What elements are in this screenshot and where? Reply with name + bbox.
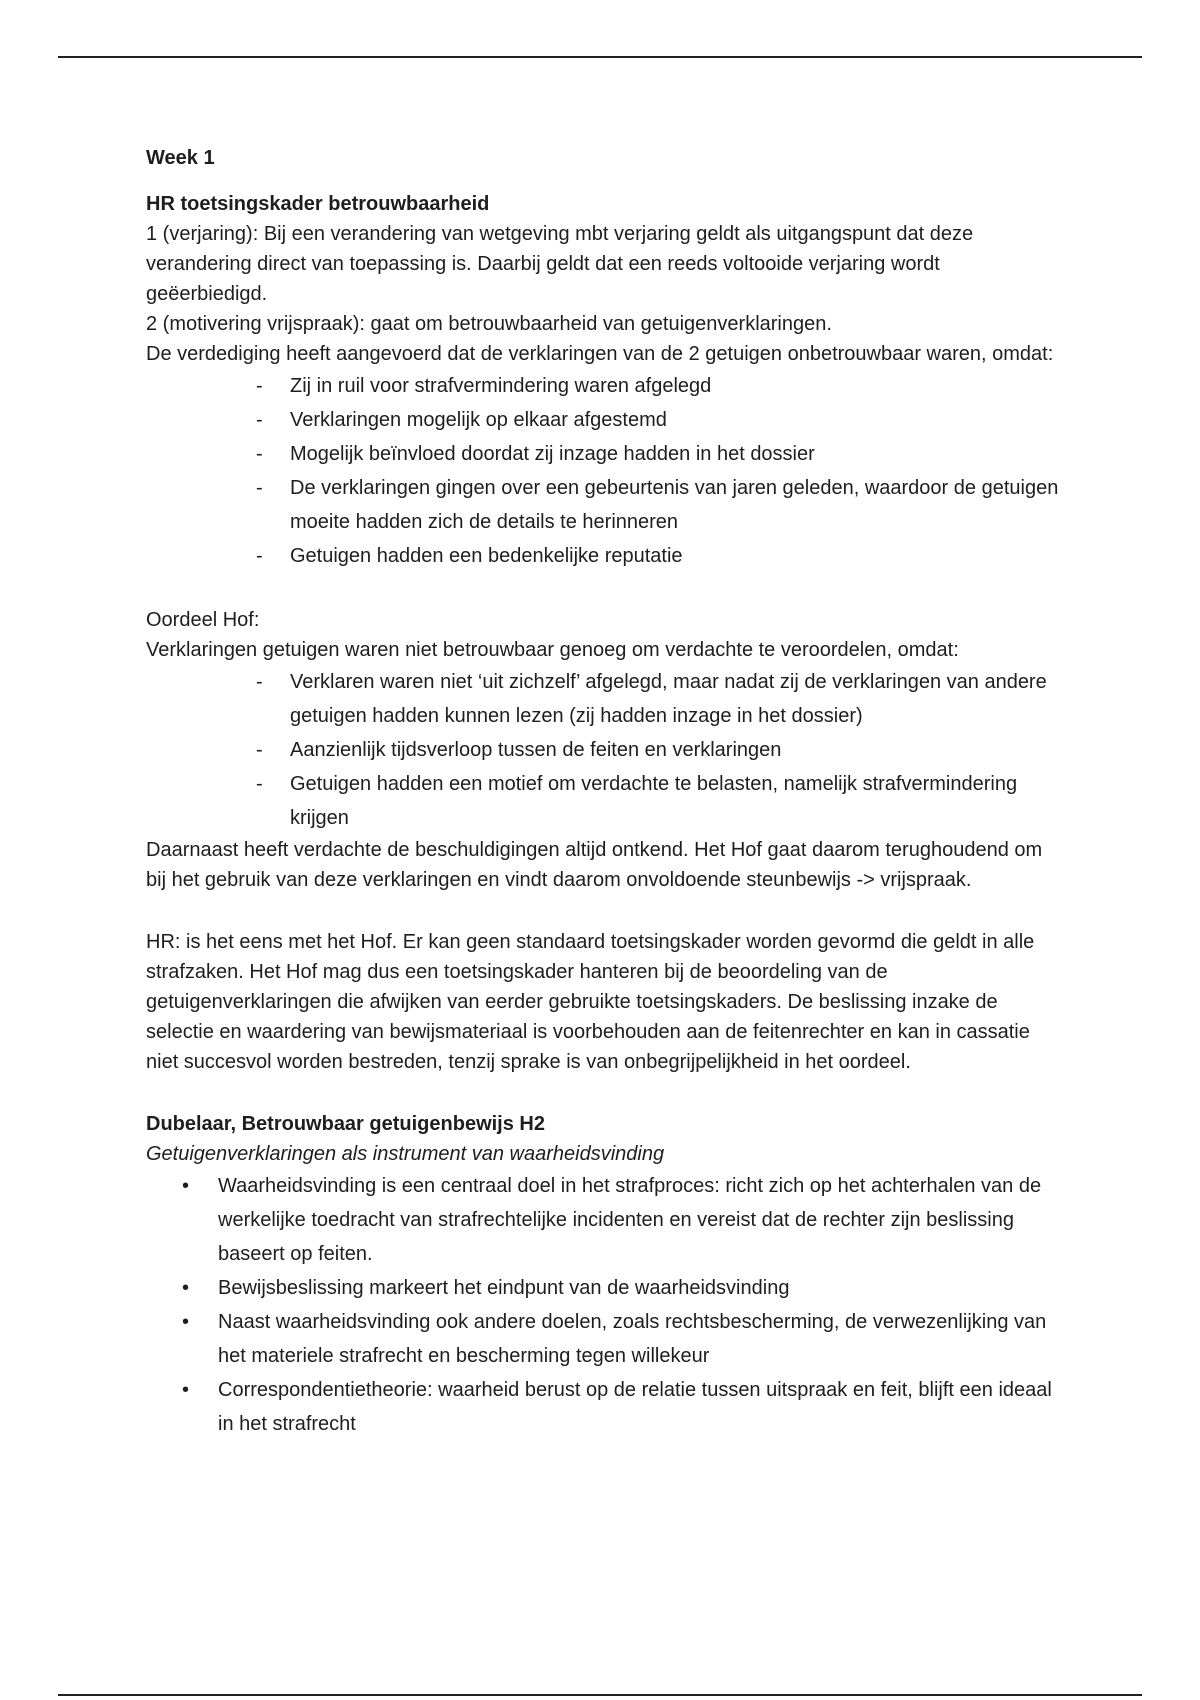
- list-item: - Getuigen hadden een motief om verdachte te belasten, namelijk strafvermindering krijgen: [290, 767, 1066, 835]
- list-item: - Aanzienlijk tijdsverloop tussen de feiten en verklaringen: [290, 733, 1066, 767]
- paragraph-verjaring: 1 (verjaring): Bij een verandering van wetgeving mbt verjaring geldt als uitgangspunt dat deze verandering direct van toepassing is. Daarbij geldt dat een reeds voltooide verjaring wordt geëerbiedigd.: [146, 223, 974, 305]
- list-item: - De verklaringen gingen over een gebeurtenis van jaren geleden, waardoor de getuigen moeite hadden zich de details te herinneren: [290, 471, 1066, 539]
- list-item: • Naast waarheidsvinding ook andere doelen, zoals rechtsbescherming, de verwezenlijking van het materiele strafrecht en bescherming tegen willekeur: [218, 1305, 1066, 1373]
- list-item: - Mogelijk beïnvloed doordat zij inzage hadden in het dossier: [290, 437, 1066, 471]
- list-item: - Getuigen hadden een bedenkelijke reputatie: [290, 539, 1066, 573]
- document-body: [146, 143, 1066, 1441]
- top-divider: [58, 56, 1142, 58]
- bottom-divider: [58, 1694, 1142, 1696]
- hof-conclusion: Daarnaast heeft verdachte de beschuldigingen altijd ontkend. Het Hof gaat daarom terughoudend om bij het gebruik van deze verklaringen en vindt daarom onvoldoende steunbewijs -> vrijspraak.: [146, 839, 1043, 891]
- paragraph-verdediging: De verdediging heeft aangevoerd dat de verklaringen van de 2 getuigen onbetrouwbaar waren, omdat:: [146, 343, 1054, 365]
- list-item: • Waarheidsvinding is een centraal doel in het strafproces: richt zich op het achterhalen van de werkelijke toedracht van strafrechtelijke incidenten en vereist dat de rechter zijn beslissing baseert op feiten.: [218, 1169, 1066, 1271]
- list-item: • Correspondentietheorie: waarheid berust op de relatie tussen uitspraak en feit, blijft een ideaal in het strafrecht: [218, 1373, 1066, 1441]
- list-item: - Verklaren waren niet ‘uit zichzelf’ afgelegd, maar nadat zij de verklaringen van andere getuigen hadden kunnen lezen (zij hadden inzage in het dossier): [290, 665, 1066, 733]
- hof-intro: Verklaringen getuigen waren niet betrouwbaar genoeg om verdachte te veroordelen, omdat:: [146, 639, 959, 661]
- hof-label: Oordeel Hof:: [146, 609, 260, 631]
- week-title: Week 1: [146, 147, 215, 169]
- defense-points-list: [146, 369, 1066, 573]
- section-heading-hr: HR toetsingskader betrouwbaarheid: [146, 193, 490, 215]
- list-item: - Zij in ruil voor strafvermindering waren afgelegd: [290, 369, 1066, 403]
- dubelaar-points-list: [146, 1169, 1066, 1441]
- list-item: - Verklaringen mogelijk op elkaar afgestemd: [290, 403, 1066, 437]
- paragraph-motivering: 2 (motivering vrijspraak): gaat om betrouwbaarheid van getuigenverklaringen.: [146, 313, 832, 335]
- section-heading-dubelaar: Dubelaar, Betrouwbaar getuigenbewijs H2: [146, 1113, 545, 1135]
- hr-paragraph: HR: is het eens met het Hof. Er kan geen standaard toetsingskader worden gevormd die geldt in alle strafzaken. Het Hof mag dus een toetsingskader hanteren bij de beoordeling van de getuigenverklaringen die afwijken van eerder gebruikte toetsingskaders. De beslissing inzake de selectie en waardering van bewijsmateriaal is voorbehouden aan de feitenrechter en kan in cassatie niet succesvol worden bestreden, tenzij sprake is van onbegrijpelijkheid in het oordeel.: [146, 931, 1035, 1073]
- section-subheading: Getuigenverklaringen als instrument van waarheidsvinding: [146, 1143, 665, 1165]
- list-item: • Bewijsbeslissing markeert het eindpunt van de waarheidsvinding: [218, 1271, 1066, 1305]
- hof-points-list: [146, 665, 1066, 835]
